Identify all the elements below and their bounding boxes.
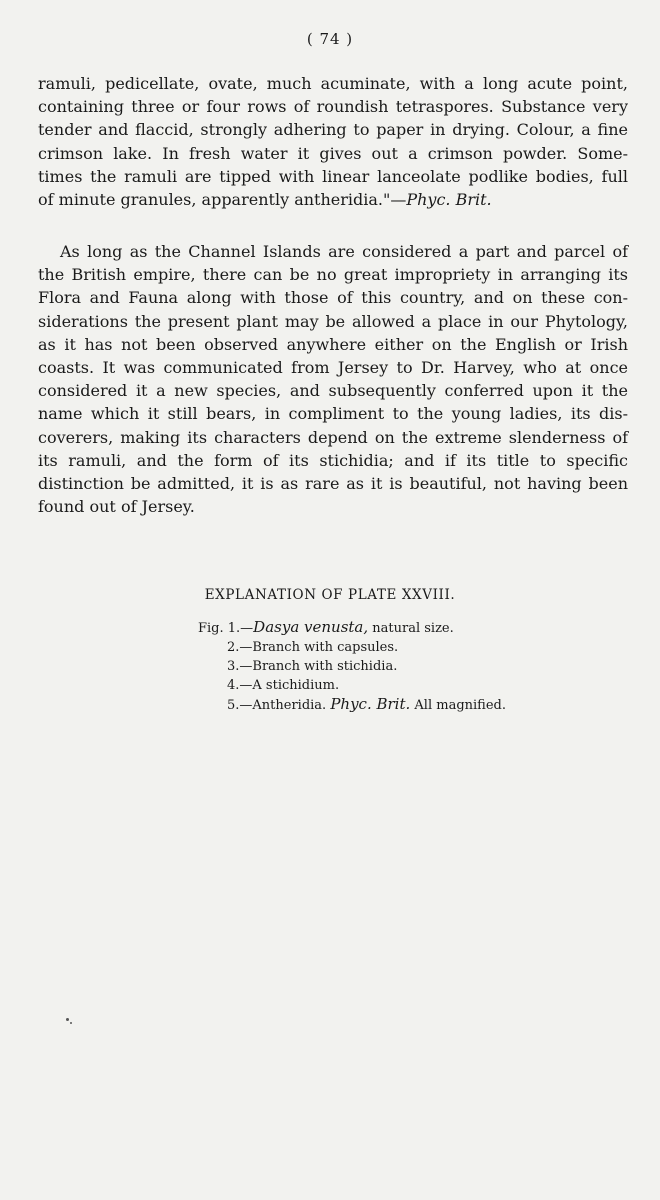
text-line: containing three or four rows of roundish tetraspores. Substance very [38,97,628,117]
page-number: ( 74 ) [306,30,354,48]
figure-item-1 [198,618,506,638]
citation: Phyc. Brit. [406,190,492,210]
text-line: As long as the Channel Islands are considered a part and parcel of [60,242,628,261]
figure-item-5 [198,695,506,715]
paragraph-channel-islands [38,240,628,518]
text-line: distinction be admitted, it is as rare as it is beautiful, not having been [38,474,628,494]
text-line: tender and flaccid, strongly adhering to paper in drying. Colour, a fine [38,120,628,140]
paper-speck [70,1022,72,1024]
text-line: name which it still bears, in compliment to the young ladies, its dis- [38,404,628,424]
paragraph-continuation [38,72,628,211]
text-line: coverers, making its characters depend on the extreme slenderness of [38,427,628,447]
plate-explanation-heading: EXPLANATION OF PLATE XXVIII. [204,587,456,603]
text-line: times the ramuli are tipped with linear lanceolate podlike bodies, full [38,166,628,186]
text-line: its ramuli, and the form of its stichidia; and if its title to specific [38,450,628,470]
citation: Phyc. Brit. [330,695,411,713]
figure-item-2: 2.—Branch with capsules. [227,640,399,655]
text-line: Flora and Fauna along with those of this country, and on these con- [38,288,628,308]
figure-caption: All magnified. [410,698,506,713]
figure-item-3: 3.—Branch with stichidia. [227,659,398,674]
text-line: ramuli, pedicellate, ovate, much acuminate, with a long acute point, [38,74,628,93]
species-name: Dasya venusta, [253,618,369,636]
figure-prefix: Fig. 1.— [198,621,254,636]
text-line: crimson lake. In fresh water it gives out a crimson powder. Some- [38,143,628,163]
figure-item-4: 4.—A stichidium. [227,678,340,693]
plate-figure-list [198,618,506,715]
text-line-last: found out of Jersey. [38,497,195,517]
text-line: siderations the present plant may be allowed a place in our Phytology, [38,311,628,331]
figure-caption: natural size. [368,621,454,636]
text-line-last [38,188,628,211]
figure-caption: 5.—Antheridia. [227,698,331,713]
text-line: considered it a new species, and subsequently conferred upon it the [38,381,628,401]
text-line: coasts. It was communicated from Jersey to Dr. Harvey, who at once [38,358,628,378]
text-line: the British empire, there can be no great impropriety in arranging its [38,265,628,285]
paper-speck [66,1018,69,1021]
quote-end-text: of minute granules, apparently antheridia."— [38,190,407,210]
text-line: as it has not been observed anywhere either on the English or Irish [38,334,628,354]
